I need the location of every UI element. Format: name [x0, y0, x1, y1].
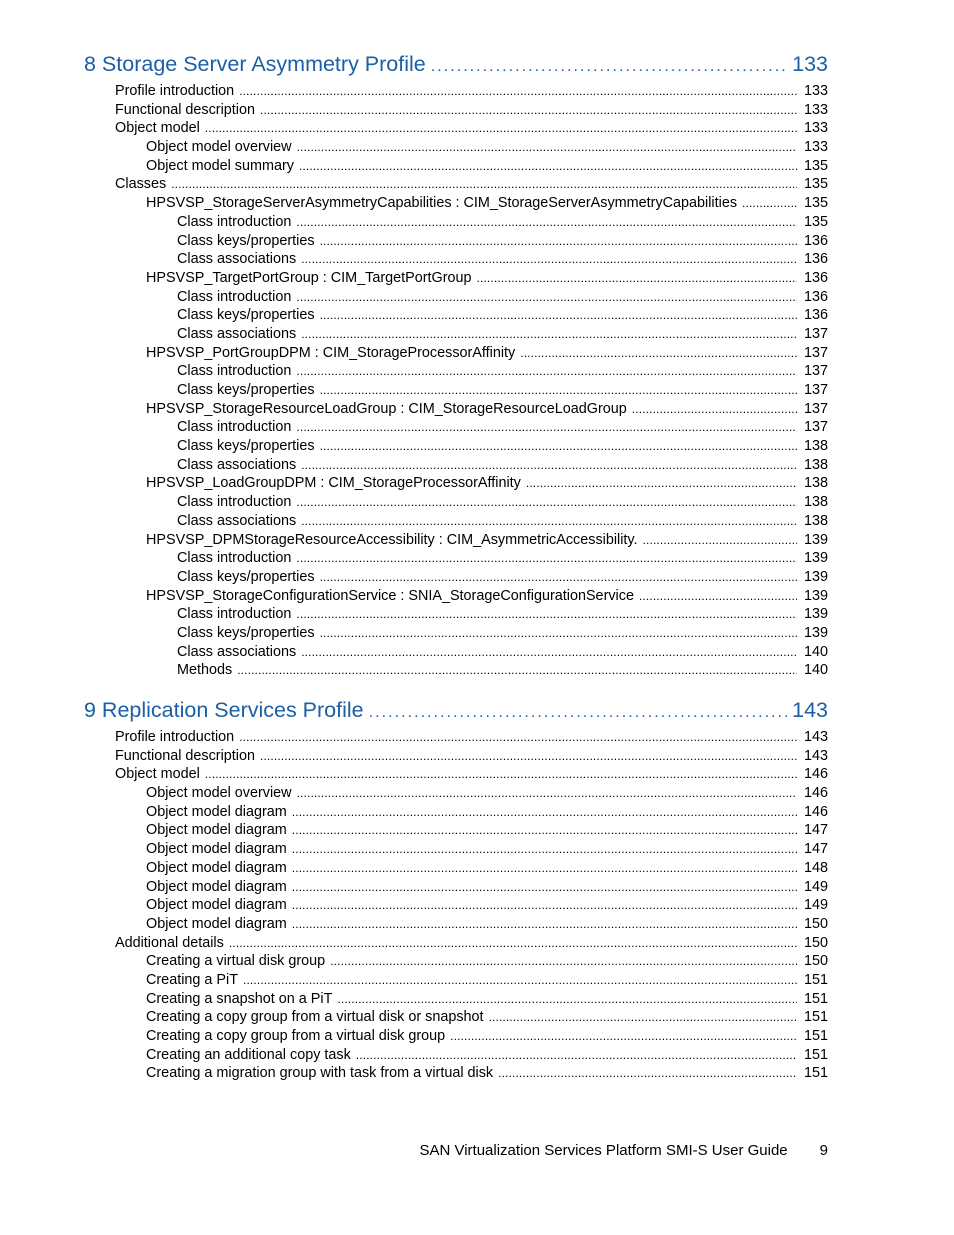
- dot-leader: [742, 194, 797, 213]
- toc-entry-page-number: 136: [803, 269, 828, 286]
- toc-entry-link[interactable]: [84, 418, 828, 437]
- toc-entry-page-number: 140: [803, 643, 828, 660]
- toc-entry-page-number: 139: [803, 568, 828, 585]
- toc-entry-link[interactable]: [84, 138, 828, 157]
- dot-leader: [330, 952, 797, 971]
- toc-entry-page-number: 135: [803, 157, 828, 174]
- toc-entry-link[interactable]: [84, 859, 828, 878]
- dot-leader: [489, 1008, 797, 1027]
- toc-entry-title: Class introduction: [177, 213, 292, 230]
- toc-entry-link[interactable]: [84, 456, 828, 475]
- dot-leader: [237, 661, 797, 680]
- dot-leader: [320, 568, 797, 587]
- toc-entry-link[interactable]: [84, 971, 828, 990]
- toc-entry-title: Object model diagram: [146, 803, 287, 820]
- toc-entry-page-number: 146: [803, 785, 828, 802]
- toc-entry-title: Class introduction: [177, 363, 292, 380]
- dot-leader: [292, 803, 797, 822]
- toc-entry-link[interactable]: [84, 194, 828, 213]
- toc-entry-link[interactable]: [84, 101, 828, 120]
- toc-entry-title: Object model diagram: [146, 915, 287, 932]
- toc-entry-page-number: 139: [803, 531, 828, 548]
- dot-leader: [205, 119, 797, 138]
- toc-entry-page-number: 137: [803, 382, 828, 398]
- toc-entry-page-number: 149: [803, 897, 828, 914]
- chapter-page-number: 133: [792, 52, 828, 76]
- dot-leader: [292, 878, 797, 897]
- toc-entry-link[interactable]: [84, 306, 828, 325]
- toc-entry-link[interactable]: [84, 1046, 828, 1065]
- toc-entry-title: Class associations: [177, 251, 297, 268]
- toc-entry-link[interactable]: [84, 765, 828, 784]
- toc-entry-title: Class associations: [177, 456, 297, 473]
- dot-leader: [301, 456, 797, 475]
- toc-entry-title: Classes: [115, 176, 167, 193]
- toc-entry-title: Creating a copy group from a virtual disk group: [146, 1028, 446, 1044]
- toc-entry-title: Profile introduction: [115, 83, 235, 99]
- dot-leader: [477, 269, 797, 288]
- dot-leader: [292, 821, 797, 840]
- dot-leader: [296, 605, 797, 624]
- toc-entry-page-number: 143: [803, 747, 828, 764]
- chapter-heading-link[interactable]: [84, 698, 828, 728]
- toc-entry-title: Class keys/properties: [177, 438, 315, 455]
- toc-entry-link[interactable]: [84, 344, 828, 363]
- toc-entry-link[interactable]: [84, 362, 828, 381]
- toc-entry-link[interactable]: [84, 157, 828, 176]
- toc-entry-link[interactable]: [84, 1064, 828, 1083]
- toc-entry-page-number: 137: [803, 400, 828, 417]
- toc-entry-link[interactable]: [84, 661, 828, 680]
- dot-leader: [229, 934, 797, 953]
- toc-entry-page-number: 133: [803, 139, 828, 156]
- toc-entry-title: Object model: [115, 120, 200, 137]
- dot-leader: [296, 288, 797, 307]
- dot-leader: [526, 474, 797, 493]
- toc-entry-link[interactable]: [84, 624, 828, 643]
- toc-entry-list: [84, 82, 828, 680]
- toc-entry-title: Class keys/properties: [177, 382, 315, 398]
- toc-entry-link[interactable]: [84, 803, 828, 822]
- toc-entry-link[interactable]: [84, 288, 828, 307]
- toc-entry-link[interactable]: [84, 175, 828, 194]
- toc-entry-title: Class associations: [177, 643, 297, 660]
- dot-leader: [205, 765, 797, 784]
- toc-entry-title: Methods: [177, 662, 233, 679]
- toc-entry-link[interactable]: [84, 821, 828, 840]
- toc-entry-title: Object model summary: [146, 157, 294, 174]
- dot-leader: [296, 362, 797, 381]
- chapter-title: 8 Storage Server Asymmetry Profile: [84, 52, 426, 76]
- toc-entry-page-number: 136: [803, 251, 828, 268]
- toc-entry-page-number: 137: [803, 325, 828, 342]
- toc-entry-link[interactable]: [84, 213, 828, 232]
- toc-entry-page-number: 136: [803, 288, 828, 305]
- toc-entry-title: Object model diagram: [146, 878, 287, 895]
- dot-leader: [292, 859, 797, 878]
- dot-leader: [296, 418, 797, 437]
- dot-leader: [643, 531, 797, 550]
- toc-entry-title: Additional details: [115, 934, 224, 951]
- dot-leader: [260, 747, 797, 766]
- toc-entry-title: Creating a PiT: [146, 971, 238, 988]
- dot-leader: [301, 325, 797, 344]
- toc-entry-title: HPSVSP_StorageServerAsymmetryCapabilities : CIM_StorageServerAsymmetryCapabilities: [146, 195, 738, 212]
- toc-entry-title: Object model diagram: [146, 859, 287, 876]
- toc-entry-link[interactable]: [84, 643, 828, 662]
- dot-leader: [431, 58, 788, 76]
- dot-leader: [639, 587, 797, 606]
- toc-entry-link[interactable]: [84, 784, 828, 803]
- toc-entry-title: Object model diagram: [146, 897, 287, 914]
- toc-entry-page-number: 133: [803, 120, 828, 137]
- toc-entry-link[interactable]: [84, 250, 828, 269]
- toc-entry-link[interactable]: [84, 549, 828, 568]
- toc-entry-page-number: 137: [803, 344, 828, 361]
- chapter-page-number: 143: [792, 698, 828, 722]
- toc-entry-page-number: 150: [803, 934, 828, 951]
- toc-entry-link[interactable]: [84, 119, 828, 138]
- toc-entry-link[interactable]: [84, 728, 828, 747]
- chapter-heading-link[interactable]: [84, 52, 828, 82]
- toc-entry-title: HPSVSP_TargetPortGroup : CIM_TargetPortGroup: [146, 269, 472, 286]
- toc-entry-link[interactable]: [84, 400, 828, 419]
- toc-entry-page-number: 151: [803, 1009, 828, 1026]
- toc-entry-title: Class introduction: [177, 550, 292, 567]
- dot-leader: [632, 400, 797, 419]
- toc-entry-title: Class introduction: [177, 419, 292, 436]
- dot-leader: [239, 82, 797, 101]
- dot-leader: [320, 624, 797, 643]
- toc-entry-link[interactable]: [84, 232, 828, 251]
- toc-entry-title: Class introduction: [177, 288, 292, 305]
- toc-entry-page-number: 147: [803, 822, 828, 839]
- toc-entry-title: Class introduction: [177, 606, 292, 623]
- toc-entry-link[interactable]: [84, 1008, 828, 1027]
- dot-leader: [337, 990, 797, 1009]
- toc-entry-page-number: 150: [803, 915, 828, 932]
- toc-entry-page-number: 135: [803, 195, 828, 212]
- dot-leader: [296, 493, 797, 512]
- toc-entry-link[interactable]: [84, 493, 828, 512]
- toc-entry-link[interactable]: [84, 381, 828, 400]
- toc-entry-page-number: 146: [803, 766, 828, 783]
- toc-entry-link[interactable]: [84, 934, 828, 953]
- toc-entry-page-number: 143: [803, 729, 828, 745]
- toc-entry-page-number: 138: [803, 494, 828, 511]
- toc-entry-link[interactable]: [84, 747, 828, 766]
- footer-page-number: 9: [819, 1142, 828, 1159]
- toc-entry-page-number: 135: [803, 176, 828, 193]
- toc-entry-link[interactable]: [84, 990, 828, 1009]
- toc-entry-link[interactable]: [84, 605, 828, 624]
- dot-leader: [296, 213, 797, 232]
- toc-entry-title: Object model diagram: [146, 822, 287, 839]
- toc-entry-title: Object model: [115, 766, 200, 783]
- dot-leader: [292, 896, 797, 915]
- toc-entry-link[interactable]: [84, 840, 828, 859]
- toc-entry-page-number: 150: [803, 953, 828, 970]
- toc-entry-title: Profile introduction: [115, 729, 235, 745]
- toc-entry-page-number: 139: [803, 587, 828, 604]
- toc-entry-title: HPSVSP_PortGroupDPM : CIM_StorageProcessorAffinity: [146, 344, 516, 361]
- toc-entry-page-number: 151: [803, 1065, 828, 1082]
- toc-entry-link[interactable]: [84, 1027, 828, 1046]
- toc-entry-page-number: 146: [803, 803, 828, 820]
- toc-entry-title: Creating a snapshot on a PiT: [146, 990, 333, 1007]
- toc-entry-title: Creating an additional copy task: [146, 1046, 351, 1063]
- toc-entry-link[interactable]: [84, 269, 828, 288]
- dot-leader: [292, 915, 797, 934]
- chapter-title: 9 Replication Services Profile: [84, 698, 364, 722]
- toc-entry-page-number: 139: [803, 624, 828, 641]
- toc-entry-title: Class keys/properties: [177, 232, 315, 249]
- dot-leader: [320, 232, 797, 251]
- toc-entry-title: Object model overview: [146, 139, 292, 156]
- dot-leader: [301, 643, 797, 662]
- toc-entry-link[interactable]: [84, 568, 828, 587]
- dot-leader: [320, 306, 797, 325]
- toc-entry-title: HPSVSP_StorageResourceLoadGroup : CIM_StorageResourceLoadGroup: [146, 400, 627, 417]
- toc-entry-title: Class associations: [177, 325, 297, 342]
- toc-entry-page-number: 138: [803, 438, 828, 455]
- toc-entry-page-number: 139: [803, 550, 828, 567]
- toc-entry-link[interactable]: [84, 915, 828, 934]
- toc-entry-page-number: 137: [803, 419, 828, 436]
- dot-leader: [520, 344, 797, 363]
- toc-entry-link[interactable]: [84, 896, 828, 915]
- toc-section-chapter-9: [84, 698, 828, 1083]
- toc-entry-page-number: 138: [803, 475, 828, 492]
- dot-leader: [243, 971, 797, 990]
- toc-entry-page-number: 151: [803, 1046, 828, 1063]
- dot-leader: [239, 728, 797, 747]
- toc-entry-title: HPSVSP_LoadGroupDPM : CIM_StorageProcessorAffinity: [146, 475, 521, 492]
- toc-entry-page-number: 137: [803, 363, 828, 380]
- toc-entry-link[interactable]: [84, 512, 828, 531]
- toc-entry-title: Functional description: [115, 101, 255, 118]
- toc-entry-title: Class introduction: [177, 494, 292, 511]
- toc-entry-page-number: 138: [803, 456, 828, 473]
- dot-leader: [450, 1027, 797, 1046]
- toc-entry-title: Creating a virtual disk group: [146, 953, 326, 970]
- toc-section-chapter-8: [84, 52, 828, 680]
- toc-entry-page-number: 140: [803, 662, 828, 679]
- toc-entry-title: Object model overview: [146, 785, 292, 802]
- toc-entry-page-number: 149: [803, 878, 828, 895]
- toc-entry-link[interactable]: [84, 952, 828, 971]
- toc-entry-title: HPSVSP_StorageConfigurationService : SNIA_StorageConfigurationService: [146, 587, 634, 604]
- dot-leader: [301, 512, 797, 531]
- toc-entry-page-number: 139: [803, 606, 828, 623]
- footer-document-title: SAN Virtualization Services Platform SMI-S User Guide: [419, 1142, 788, 1159]
- dot-leader: [320, 437, 797, 456]
- toc-entry-link[interactable]: [84, 82, 828, 101]
- toc-entry-title: Object model diagram: [146, 841, 287, 858]
- toc-entry-title: Creating a copy group from a virtual disk or snapshot: [146, 1009, 484, 1026]
- toc-entry-title: Class keys/properties: [177, 307, 315, 324]
- dot-leader: [320, 381, 797, 400]
- toc-entry-title: Creating a migration group with task from a virtual disk: [146, 1065, 494, 1082]
- toc-entry-page-number: 138: [803, 512, 828, 529]
- toc-entry-page-number: 151: [803, 990, 828, 1007]
- dot-leader: [301, 250, 797, 269]
- toc-entry-page-number: 148: [803, 859, 828, 876]
- toc-entry-page-number: 136: [803, 232, 828, 249]
- dot-leader: [498, 1064, 797, 1083]
- toc-entry-page-number: 151: [803, 971, 828, 988]
- toc-entry-page-number: 135: [803, 213, 828, 230]
- dot-leader: [356, 1046, 797, 1065]
- page-footer: [84, 1142, 828, 1164]
- dot-leader: [292, 840, 797, 859]
- toc-entry-link[interactable]: [84, 531, 828, 550]
- toc-entry-title: Functional description: [115, 747, 255, 764]
- toc-entry-title: Class keys/properties: [177, 624, 315, 641]
- dot-leader: [299, 157, 797, 176]
- toc-entry-link[interactable]: [84, 878, 828, 897]
- toc-entry-list: [84, 728, 828, 1083]
- toc-entry-title: Class keys/properties: [177, 568, 315, 585]
- dot-leader: [171, 175, 797, 194]
- dot-leader: [297, 138, 797, 157]
- toc-entry-link[interactable]: [84, 474, 828, 493]
- toc-entry-title: Class associations: [177, 512, 297, 529]
- dot-leader: [296, 549, 797, 568]
- dot-leader: [260, 101, 797, 120]
- toc-entry-page-number: 133: [803, 101, 828, 118]
- toc-entry-page-number: 133: [803, 83, 828, 99]
- toc-entry-link[interactable]: [84, 325, 828, 344]
- dot-leader: [369, 704, 788, 722]
- dot-leader: [297, 784, 797, 803]
- toc-entry-title: HPSVSP_DPMStorageResourceAccessibility : CIM_AsymmetricAccessibility.: [146, 531, 638, 548]
- toc-entry-page-number: 147: [803, 841, 828, 858]
- toc-entry-link[interactable]: [84, 437, 828, 456]
- toc-entry-page-number: 136: [803, 307, 828, 324]
- toc-entry-link[interactable]: [84, 587, 828, 606]
- toc-entry-page-number: 151: [803, 1028, 828, 1044]
